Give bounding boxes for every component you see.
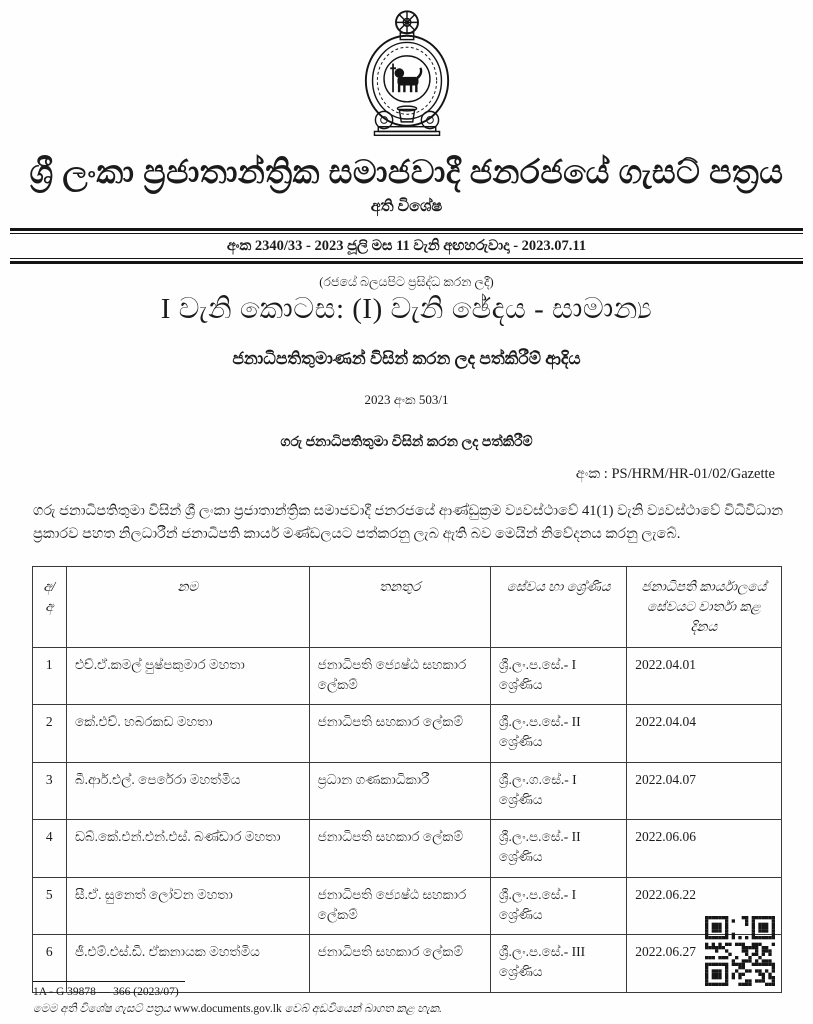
emblem-container bbox=[0, 0, 813, 147]
cell-grade: ශ්‍රී.ලං.ප.සේ.- III ශ්‍රේණිය bbox=[490, 935, 626, 993]
page-footer bbox=[33, 981, 593, 1016]
cell-date: 2022.06.27 bbox=[627, 935, 781, 993]
cell-position: ජනාධිපති සහකාර ලේකම් bbox=[309, 820, 490, 878]
issue-band bbox=[10, 228, 803, 264]
cell-serial: 1 bbox=[32, 647, 66, 705]
table-row bbox=[32, 877, 781, 935]
cell-date: 2022.04.07 bbox=[627, 762, 781, 820]
cell-grade: ශ්‍රී.ලං.ප.සේ.- I ශ්‍රේණිය bbox=[490, 647, 626, 705]
cell-grade: ශ්‍රී.ලං.ග.සේ.- I ශ්‍රේණිය bbox=[490, 762, 626, 820]
appointments-table bbox=[32, 566, 782, 993]
cell-date: 2022.04.04 bbox=[627, 705, 781, 763]
col-header-position: තනතුර bbox=[309, 566, 490, 647]
cell-serial: 2 bbox=[32, 705, 66, 763]
table-row bbox=[32, 647, 781, 705]
section-heading: ජනාධිපතිතුමාණන් විසින් කරන ලද පත්කිරීම් ආදිය bbox=[232, 348, 581, 368]
cell-grade: ශ්‍රී.ලං.ප.සේ.- II ශ්‍රේණිය bbox=[490, 820, 626, 878]
cell-position: ජනාධිපති ජ්‍යෙෂ්ඨ සහකාර ලේකම් bbox=[309, 647, 490, 705]
cell-date: 2022.06.06 bbox=[627, 820, 781, 878]
sri-lanka-national-emblem-icon bbox=[349, 8, 465, 142]
notice-paragraph: ගරු ජනාධිපතිතුමා විසින් ශ්‍රී ලංකා ප්‍රජාතාන්ත්‍රික සමාජවාදී ජනරජයේ ආණ්ඩුක්‍රම ව්‍යවස්ථාවේ 41(1) වැනි ව්‍යවස්ථාවේ විධිවිධාන ප්‍රකාරව පහත නිලධාරීන් ජනාධිපති කාර්ය මණ්ඩලයට පත්කරනු ලැබ ඇති බව මෙයින් නිවේදනය කරනු ලැබේ. bbox=[33, 502, 783, 542]
download-note-prefix: මෙම අති විශේෂ ගැසට් පත්‍රය bbox=[33, 1003, 174, 1015]
reference-line bbox=[0, 466, 775, 483]
qr-code bbox=[705, 916, 775, 986]
table-header-row bbox=[32, 566, 781, 647]
cell-name: එච්.ඒ.කමල් පුෂ්පකුමාර මහතා bbox=[66, 647, 309, 705]
cell-serial: 3 bbox=[32, 762, 66, 820]
cell-position: ජනාධිපති සහකාර ලේකම් bbox=[309, 705, 490, 763]
cell-name: සී.ඒ. සුනෙත් ලෝවන මහතා bbox=[66, 877, 309, 935]
col-header-serial: අ/අ bbox=[32, 566, 66, 647]
cell-grade: ශ්‍රී.ලං.ප.සේ.- II ශ්‍රේණිය bbox=[490, 705, 626, 763]
rule-bottom-thin bbox=[10, 258, 803, 259]
cell-date: 2022.06.22 bbox=[627, 877, 781, 935]
download-note bbox=[33, 1003, 593, 1016]
table-row bbox=[32, 705, 781, 763]
rule-bottom-thick bbox=[10, 261, 803, 264]
cell-grade: ශ්‍රී.ලං.ප.සේ.- I ශ්‍රේණිය bbox=[490, 877, 626, 935]
gazette-subtitle: අති විශේෂ bbox=[370, 197, 443, 215]
cell-position: ප්‍රධාන ගණකාධිකාරී bbox=[309, 762, 490, 820]
gazette-title: ශ්‍රී ලංකා ප්‍රජාතාන්ත්‍රික සමාජවාදී ජනරජයේ ගැසට් පත්‍රය bbox=[29, 155, 784, 191]
download-url: www.documents.gov.lk bbox=[173, 1003, 282, 1015]
part-heading: I වැනි කොටස: (I) වැනි ඡේදය - සාමාන්‍ය bbox=[160, 292, 653, 325]
col-header-name: නම bbox=[66, 566, 309, 647]
download-note-suffix: වෙබ් අඩවියෙන් බාගත කළ හැක. bbox=[281, 1003, 442, 1015]
authority-note: (රජයේ බලයපිට ප්‍රසිද්ධ කරන ලදී) bbox=[319, 274, 494, 289]
col-header-grade: සේවය හා ශ්‍රේණිය bbox=[490, 566, 626, 647]
cell-date: 2022.04.01 bbox=[627, 647, 781, 705]
footnote-rule bbox=[33, 981, 185, 982]
rule-top-thick bbox=[10, 228, 803, 231]
notice-number: 2023 අංක 503/1 bbox=[364, 391, 449, 407]
cell-serial: 5 bbox=[32, 877, 66, 935]
cell-name: කේ.එච්. හබරකඩ මහතා bbox=[66, 705, 309, 763]
print-code: 1A - G 39878 — 366 (2023/07) bbox=[33, 986, 179, 998]
table-row bbox=[32, 820, 781, 878]
table-row bbox=[32, 762, 781, 820]
cell-position: ජනාධිපති ජ්‍යෙෂ්ඨ සහකාර ලේකම් bbox=[309, 877, 490, 935]
issue-line: අංක 2340/33 - 2023 ජූලි මස 11 වැනි අඟහරුවාදා - 2023.07.11 bbox=[226, 237, 587, 254]
cell-serial: 6 bbox=[32, 935, 66, 993]
cell-serial: 4 bbox=[32, 820, 66, 878]
col-header-date: ජනාධිපති කාර්යාලයේ සේවයට වාර්තා කළ දිනය bbox=[627, 566, 781, 647]
reference-value: PS/HRM/HR-01/02/Gazette bbox=[611, 465, 775, 482]
cell-name: බී.ආර්.එල්. පෙරේරා මහත්මිය bbox=[66, 762, 309, 820]
sub-heading: ගරු ජනාධිපතිතුමා විසින් කරන ලද පත්කිරීම් bbox=[280, 434, 533, 450]
reference-label: අංක : bbox=[575, 465, 612, 482]
cell-name: ජී.එම්.එස්.ඩී. ඒකනායක මහත්මිය bbox=[66, 935, 309, 993]
cell-position: ජනාධිපති සහකාර ලේකම් bbox=[309, 935, 490, 993]
cell-name: ඩබ්.කේ.එන්.එන්.එස්. බණ්ඩාර මහතා bbox=[66, 820, 309, 878]
